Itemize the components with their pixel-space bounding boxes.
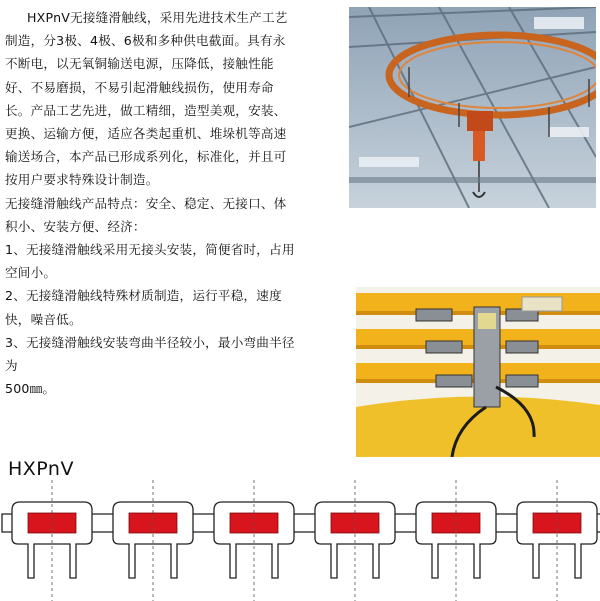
- centerline-group: [52, 480, 557, 601]
- housing-neck: [193, 514, 214, 532]
- crane-rail-photo: [349, 7, 596, 208]
- housing-end-left: [2, 514, 12, 532]
- housing-neck: [395, 514, 416, 532]
- housing-neck: [92, 514, 113, 532]
- conductor-group: [28, 513, 581, 533]
- description-text: [5, 6, 297, 400]
- collector-assembly-photo: [356, 287, 600, 457]
- conductor-profile-drawing: [0, 480, 600, 601]
- radius-value: 500㎜。: [5, 381, 56, 397]
- housing-neck: [496, 514, 517, 532]
- housing-outline: [2, 502, 600, 578]
- housing-neck: [294, 514, 315, 532]
- feature-item: 2、无接缝滑触线特殊材质制造，运行平稳，速度快，噪音低。: [5, 288, 282, 327]
- feature-item: 3、无接缝滑触线安装弯曲半径较小，最小弯曲半径为: [5, 334, 295, 374]
- features-heading: 无接缝滑触线产品特点：安全、稳定、无接口、体积小、安装方便、经济：: [5, 195, 287, 234]
- profile-label: HXPnV: [8, 458, 74, 480]
- feature-item: 1、无接缝滑触线采用无接头安装，简便省时，占用空间小。: [5, 242, 295, 281]
- intro-paragraph: HXPnV无接缝滑触线，采用先进技术生产工艺制造，分3极、4极、6极和多种供电截面。具有永不断电，以无氧铜输送电源，压降低，接触性能好、不易磨损，不易引起滑触线损伤，使用寿命长。产品工艺先进，做工精细，造型美观，安装、更换、运输方便，适应各类起重机、堆垛机等高速输送场合，本产品已形成系列化，标准化，并且可按用户要求特殊设计制造。: [5, 10, 288, 188]
